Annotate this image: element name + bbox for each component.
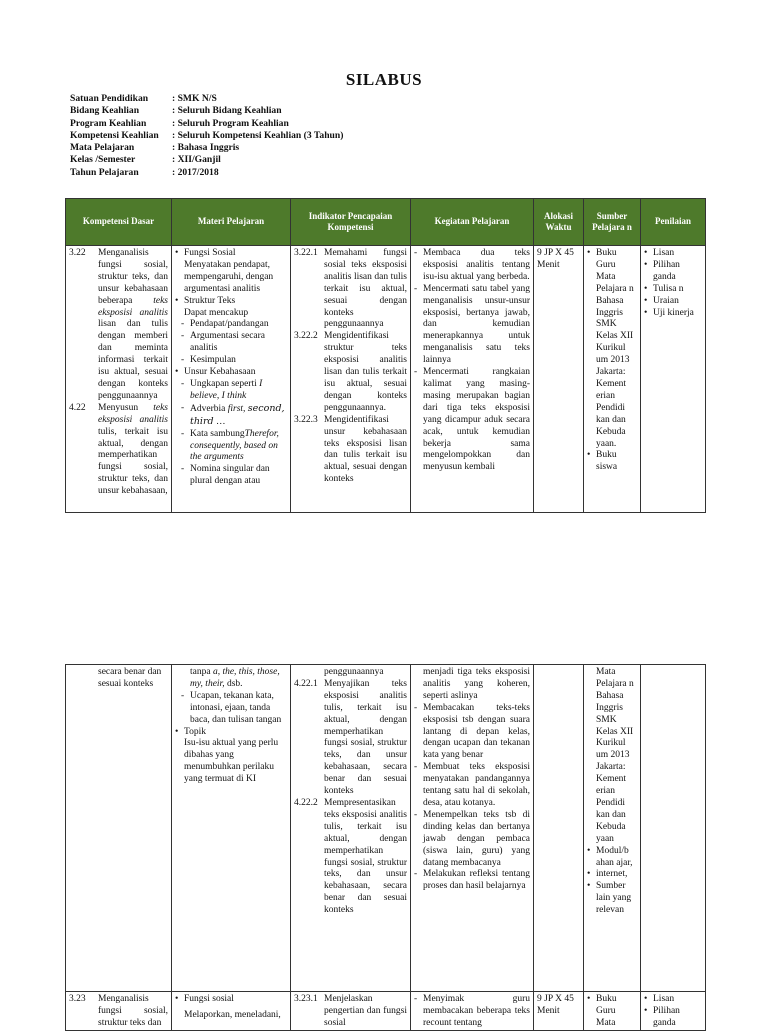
cell-materi [172,665,291,992]
cell-indikator [291,246,411,513]
kegiatan-text: Membacakan teks-teks eksposisi tsb dengan suara lantang di depan kelas, dengan ucapan dan tekanan kata yang benar [423,702,530,761]
kd-item [69,994,168,1028]
kegiatan-item: - Melakukan refleksi tentang proses dan hasil belajarnya [414,869,530,892]
kd-text-part: lisan dan tulis dengan memberi dan meminta informasi terkait isu aktual, sesuai dengan konteks penggunaannya [98,319,168,401]
header-penilaian: Penilaian [641,199,706,246]
kd-text: secara benar dan sesuai konteks [98,667,162,689]
sumber-text: Buku siswa [596,450,618,473]
materi-heading: Topik [184,726,207,737]
cell-indikator [291,992,411,1031]
info-row [70,154,343,166]
sumber-item: • Buku Guru Mata Pelajara n Bahasa Inggris SMK Kelas XII Kurikul um 2013 Jakarta: Kement erian Pendidi kan dan Kebuda yaan. [587,248,637,450]
info-row [70,142,343,154]
penilaian-text: Tulisa n [653,283,684,294]
text-cursive: second, third [190,402,285,427]
info-value: : Seluruh Program Keahlian [172,117,289,129]
info-row [70,105,343,117]
kegiatan-text: Mencermati rangkaian kalimat yang masing-masing merupakan bagian dari tiga teks eksposisi yang dicampur aduk secara acak, untuk kemudian bekerja sama mengelompokkan dan menyusun kembali [423,367,530,473]
penilaian-item: • Lisan [644,248,702,260]
text-part: Adverbia [190,403,226,414]
indikator-item [294,331,407,414]
materi-dash-text: Argumentasi secara analitis [190,331,266,354]
indikator-number: 3.22.3 [294,414,318,425]
materi-bullet: • Unsur Kebahasaan [175,367,287,379]
cell-kompetensi-dasar [66,992,172,1031]
materi-text: Menyatakan pendapat, mempengaruhi, dengan argumentasi analitis [184,259,274,294]
penilaian-text: Uji kinerja [653,307,694,318]
header-sumber: Sumber Pelajara n [584,199,641,246]
kd-text-part: tulis, terkait isu aktual, dengan memperhatikan fungsi sosial, struktur teks, dan unsur kebahasaan, [98,426,168,497]
kegiatan-text: Membaca dua teks eksposisi analitis tentang isu-isu aktual yang berbeda. [423,248,530,282]
sumber-text: Mata Pelajara n Bahasa Inggris SMK Kelas XII Kurikul um 2013 Jakarta: Kement erian Pendidi kan dan Kebuda yaan [596,667,634,844]
indikator-text: Mengidentifikasi struktur teks eksposisi analitis lisan dan tulis terkait isu aktual, sesuai dengan konteks penggunaannya. [324,331,407,413]
materi-bullet: • Topik [175,727,287,739]
materi-text [175,667,287,691]
penilaian-text: Pilihan ganda [653,259,680,282]
info-label: Program Keahlian [70,117,147,129]
materi-heading: Unsur Kebahasaan [184,367,256,378]
info-label: Kompetensi Keahlian [70,129,159,141]
materi-dash-text: Ucapan, tekanan kata, intonasi, ejaan, tanda baca, dan tulisan tangan [190,690,282,725]
info-value: : Bahasa Inggris [172,142,240,154]
materi-dash-item: - Nomina singular dan plural dengan atau [175,464,287,488]
materi-dash-item: - Ucapan, tekanan kata, intonasi, ejaan, tanda baca, dan tulisan tangan [175,691,287,727]
info-row [70,118,343,130]
indikator-number: 3.22.2 [294,331,318,342]
sumber-text: Buku Guru Mata Pelajara n Bahasa Inggris SMK Kelas XII Kurikul um 2013 Jakarta: Kement erian Pendidi kan dan Kebuda yaan. [596,248,634,449]
materi-dash-item: - Ungkapan seperti I believe, I think [175,379,287,403]
indikator-text: Mengidentifikasi unsur kebahasaan teks eksposisi lisan dan tulis terkait isu aktual, sesuai dengan konteks [324,414,407,485]
materi-bullet: • Fungsi sosial [175,994,287,1006]
info-value: : XII/Ganjil [172,154,221,166]
text-part: Kata sambung [190,428,245,439]
info-row [70,167,343,179]
text-italic: Therefor, consequently, based on the arguments [190,428,279,463]
cell-kompetensi-dasar [66,246,172,513]
penilaian-item: • Uraian [644,296,702,308]
sumber-item: • internet, [587,869,637,881]
kegiatan-item: - Membaca dua teks eksposisi analitis tentang isu-isu aktual yang berbeda. [414,248,530,282]
kegiatan-item: - Mencermati rangkaian kalimat yang masing-masing merupakan bagian dari tiga teks eksposisi yang dicampur aduk secara acak, untuk kemudian bekerja sama mengelompokkan dan menyusun kembali [414,367,530,473]
cell-sumber [584,665,641,992]
alokasi-text: 9 JP X 45 Menit [537,994,574,1016]
cell-materi [172,246,291,513]
penilaian-item: • Tulisa n [644,284,702,296]
sumber-item: • Modul/b ahan ajar, [587,846,637,870]
cell-penilaian [641,246,706,513]
header-indikator: Indikator Pencapaian Kompetensi [291,199,411,246]
indikator-text: Menjelaskan pengertian dan fungsi sosial [324,994,407,1028]
text-part: dsb. [226,678,243,689]
header-kegiatan: Kegiatan Pelajaran [411,199,534,246]
indikator-item [294,415,407,486]
cell-sumber [584,992,641,1031]
kd-text-part: Menyusun [98,402,139,413]
info-row [70,93,343,105]
sumber-item: • Buku Guru Mata [587,994,637,1028]
materi-dash-text: Nomina singular dan plural dengan atau [190,464,270,487]
penilaian-text: Lisan [653,248,675,258]
header-materi-pelajaran: Materi Pelajaran [172,199,291,246]
cell-alokasi [534,665,584,992]
sumber-item: • Sumber lain yang relevan [587,881,637,917]
kd-text [98,248,168,403]
cell-indikator [291,665,411,992]
penilaian-text: Uraian [653,295,679,306]
info-row [70,130,343,142]
materi-dash-item: - Adverbia first, second, third … [175,403,287,429]
kegiatan-item: - Menempelkan teks tsb di dinding kelas dan bertanya jawab dengan pembaca (siswa lain, guru) yang datang membacanya [414,809,530,868]
materi-heading: Fungsi Sosial [184,248,236,258]
indikator-number: 4.22.1 [294,678,318,689]
info-value: : Seluruh Bidang Keahlian [172,105,282,117]
penilaian-item: • Uji kinerja [644,308,702,320]
table-header-row [66,199,706,246]
table-row [66,665,706,992]
sumber-text: Modul/b ahan ajar, [596,845,633,868]
kd-item [69,248,168,403]
kegiatan-text: Mencermati satu tabel yang menganalisis unsur-unsur eksposisi, bertanya jawab, dan kemudian menerapkannya untuk menganalisis satu teks lainnya [423,283,530,366]
table-row [66,246,706,513]
kegiatan-text: Membuat teks eksposisi menyatakan pandangannya tentang satu hal di sekolah, desa, atau kotanya. [423,762,530,808]
materi-dash-text [190,379,287,403]
text-part: tanpa [190,667,211,677]
info-label: Satuan Pendidikan [70,93,149,104]
materi-heading: Fungsi sosial [184,994,234,1004]
kd-number: 3.22 [69,248,86,258]
indikator-item [294,248,407,331]
cell-kegiatan [411,665,534,992]
kegiatan-text: Menyimak guru membacakan beberapa teks recount tentang [423,994,530,1028]
indikator-item [294,994,407,1028]
cell-kompetensi-dasar [66,665,172,992]
materi-dash-item: - Argumentasi secara analitis [175,331,287,355]
sumber-text: internet, [596,869,628,880]
info-value: : Seluruh Kompetensi Keahlian (3 Tahun) [172,129,344,141]
materi-bullet: • Struktur Teks [175,296,287,308]
indikator-text: Menyajikan teks eksposisi analitis tulis, terkait isu aktual, dengan memperhatikan fungsi sosial, struktur teks, dan unsur kebahasaan, secara benar dan sesuai konteks [324,678,407,797]
penilaian-text: Pilihan ganda [653,1005,680,1028]
cell-kegiatan [411,992,534,1031]
cell-alokasi [534,246,584,513]
syllabus-table-page-2 [65,664,706,1031]
cell-penilaian [641,992,706,1031]
kd-text-part: Menganalisis fungsi sosial, struktur teks, dan unsur kebahasaan beberapa [98,248,168,306]
indikator-item [294,798,407,917]
text-part: Ungkapan seperti [190,378,257,389]
kegiatan-item: - Mencermati satu tabel yang menganalisis unsur-unsur eksposisi, bertanya jawab, dan kemudian menerapkannya untuk menganalisis satu teks lainnya [414,283,530,366]
info-value: : SMK N/S [172,93,217,104]
cell-sumber [584,246,641,513]
indikator-item [294,679,407,798]
kd-text: Menganalisis fungsi sosial, struktur teks dan [98,994,168,1028]
materi-text: Dapat mencakup [184,307,249,318]
penilaian-text: Lisan [653,994,675,1004]
text-italic: a, the, this, those, my, their, [190,667,280,689]
kegiatan-item: - Membacakan teks-teks eksposisi tsb dengan suara lantang di depan kelas, dengan ucapan dan tekanan kata yang benar [414,702,530,761]
header-kompetensi-dasar: Kompetensi Dasar [66,199,172,246]
indikator-number: 4.22.2 [294,797,318,808]
page-title: SILABUS [345,70,423,89]
materi-dash-text: Pendapat/pandangan [190,319,269,330]
indikator-number: 3.22.1 [294,248,318,258]
kegiatan-item: - Membuat teks eksposisi menyatakan pandangannya tentang satu hal di sekolah, desa, atau kotanya. [414,762,530,808]
text-italic: first, [227,403,246,414]
materi-dash-text [190,403,287,429]
kegiatan-text: Melakukan refleksi tentang proses dan hasil belajarnya [423,869,530,892]
materi-dash-text [190,429,287,465]
materi-dash-item: - Kesimpulan [175,355,287,367]
table-row [66,992,706,1031]
text-italic: I believe, I think [190,378,263,401]
penilaian-item: • Lisan [644,994,702,1006]
cell-kegiatan [411,246,534,513]
kd-item [69,403,168,498]
cell-alokasi [534,992,584,1031]
kd-number: 4.22 [69,402,86,413]
cell-materi [172,992,291,1031]
kegiatan-item: - Menyimak guru membacakan beberapa teks recount tentang [414,994,530,1028]
info-value: : 2017/2018 [172,166,219,178]
materi-dash-item: - Pendapat/pandangan [175,319,287,331]
materi-dash-item: - Kata sambungTherefor, consequently, based on the arguments [175,429,287,465]
sumber-text: Buku Guru Mata [596,994,617,1028]
syllabus-table-page-1 [65,198,706,513]
header-alokasi: Alokasi Waktu [534,199,584,246]
kd-text-italic: teks eksposisi analitis [98,402,168,425]
kegiatan-text: menjadi tiga teks eksposisi analitis yang koheren, seperti aslinya [423,667,530,701]
penilaian-item: • Pilihan ganda [644,1006,702,1028]
penilaian-item: • Pilihan ganda [644,260,702,284]
indikator-text: Mempresentasikan teks eksposisi analitis tulis, terkait isu aktual, dengan memperhatikan fungsi sosial, struktur teks, dan unsur kebahasaan, secara benar dan sesuai konteks [324,797,407,916]
syllabus-info [70,93,343,179]
cell-penilaian [641,665,706,992]
sumber-text: Sumber lain yang relevan [596,881,632,916]
info-label: Kelas /Semester [70,154,136,166]
kd-number: 3.23 [69,994,86,1004]
materi-dash-text: Kesimpulan [190,355,236,366]
materi-bullet: • Fungsi Sosial [175,248,287,260]
alokasi-text: 9 JP X 45 Menit [537,248,574,270]
kegiatan-text: Menempelkan teks tsb di dinding kelas dan bertanya jawab dengan pembaca (siswa lain, guru) yang datang membacanya [423,809,530,868]
indikator-text: Memahami fungsi sosial teks eksposisi analitis lisan dan tulis terkait isu aktual, sesuai dengan konteks penggunaannya [324,248,407,330]
materi-text: Melaporkan, meneladani, [184,1009,281,1020]
indikator-number: 3.23.1 [294,994,318,1004]
text-part: … [215,416,226,427]
materi-heading: Struktur Teks [184,295,236,306]
sumber-item: • Buku siswa [587,450,637,474]
indikator-text: penggunaannya [324,667,384,677]
info-label: Bidang Keahlian [70,105,140,117]
info-label: Tahun Pelajaran [70,166,139,178]
info-label: Mata Pelajaran [70,142,135,154]
kd-text-italic: teks eksposisi analitis [98,295,168,318]
kd-text [98,403,168,498]
materi-text: Isu-isu aktual yang perlu dibahas yang menumbuhkan perilaku yang termuat di KI [184,738,279,785]
